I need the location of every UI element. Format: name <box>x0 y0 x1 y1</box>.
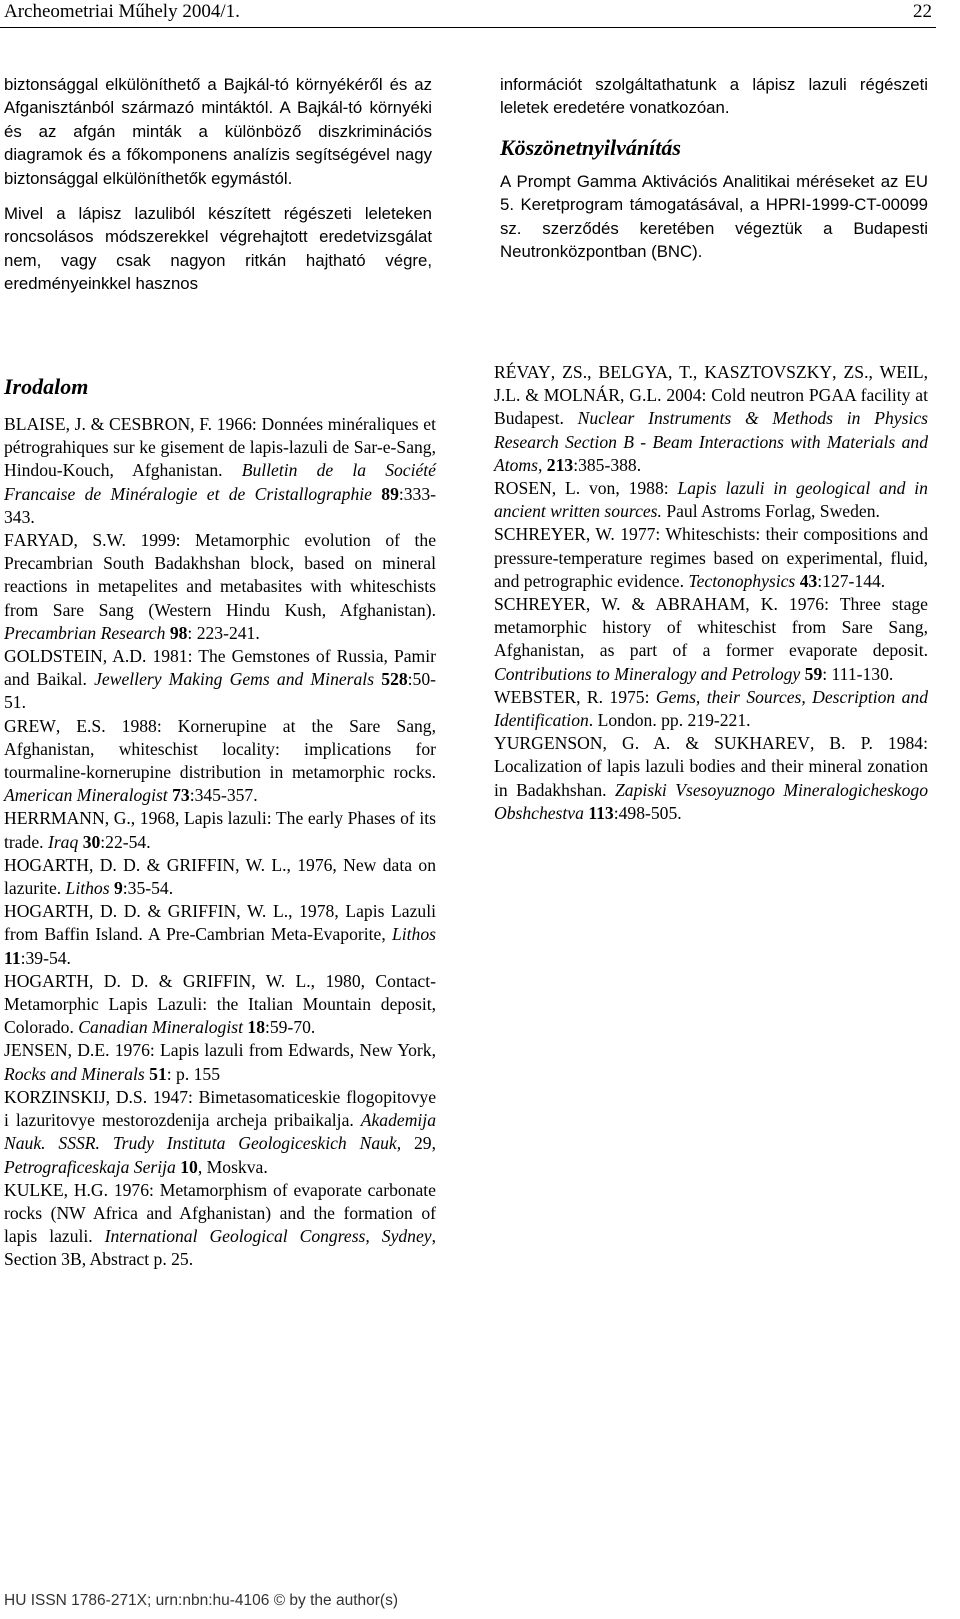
pages: :35-54. <box>122 878 174 899</box>
volume: 213 <box>546 454 574 475</box>
author-initial: Y <box>494 733 507 754</box>
pages: :22-54. <box>100 831 151 852</box>
author-name: ULKE <box>16 1179 64 1200</box>
ref-text: , D. D. & <box>88 901 168 922</box>
author-initial: G <box>4 646 17 667</box>
author-name: LAISE <box>15 414 66 434</box>
ref-text: , K. 1976: Three stage metamorphic history of whiteschist from Sare Sang, Afghanistan, as part of a former evaporate deposit. <box>494 594 928 661</box>
pages: :59-70. <box>264 1017 316 1038</box>
author-initial: H <box>4 901 17 922</box>
ref-text: , Section 3B, Abstract p. 25. <box>4 1226 436 1270</box>
author-initial: H <box>4 808 17 829</box>
ref-text: , Z <box>550 362 573 382</box>
ref-text: ., B <box>582 362 611 382</box>
author-name: ARYAD <box>13 530 74 551</box>
ref-text: , E.S. 1988: Kornerupine at the Sare Sang, Afghanistan, whiteschist locality: implications for tourmaline-kornerupine distribution in metamorphic rocks. <box>4 715 436 783</box>
volume: 30 <box>82 831 101 852</box>
reference-item <box>4 970 436 1040</box>
reference-item <box>494 361 928 477</box>
journal-title: Zapiski Vsesoyuznogo Mineralogicheskogo Obshchestva <box>494 779 929 823</box>
author-initial: K <box>4 1086 17 1107</box>
author-initial: S <box>494 524 504 545</box>
ref-text: , F. 1966: Données minéraliques et pétrograhiques sur ke gisement de lapis-lazuli de Sar-e-Sang, Hindou-Kouch, Afghanistan. <box>4 414 436 481</box>
author-initial: W <box>494 686 511 707</box>
journal-title: Bulletin de la Société Francaise de Minéralogie et de Cristallographie <box>4 460 436 504</box>
volume: 73 <box>172 785 190 806</box>
paragraph: információt szolgáltathatunk a lápisz lazuli régészeti leletek eredetére vonatkozóan. <box>500 75 928 118</box>
ref-text: , W. L., 1976, New data on lazurite. <box>4 854 436 899</box>
pages: :385-388. <box>573 454 642 475</box>
journal-title: Lapis lazuli in geological and in ancient written sources. <box>494 478 928 522</box>
reference-item <box>4 1086 436 1179</box>
author-initial: R <box>494 478 506 499</box>
ref-text: , W. & A <box>585 594 669 615</box>
ref-text: , Moskva. <box>197 1156 268 1177</box>
ref-text: . London. pp. 219-221. <box>588 710 751 731</box>
author-initial: J <box>4 1040 11 1061</box>
author-initial: C <box>109 414 121 434</box>
author-name: EIL <box>896 362 924 382</box>
reference-item <box>494 732 928 825</box>
reference-item <box>4 645 436 715</box>
author-name: ELGYA <box>610 362 668 382</box>
reference-item <box>4 413 436 529</box>
journal-title: Precambrian Research <box>4 622 166 643</box>
journal-title: International Geological Congress, Sydney <box>104 1226 432 1247</box>
volume: 9 <box>113 878 123 899</box>
pages: :333-343. <box>4 483 436 527</box>
ref-text: , J.L. & M <box>494 362 928 406</box>
author-initial: H <box>4 854 17 875</box>
reference-item <box>4 854 436 900</box>
journal-title: Tectonophysics <box>688 570 796 591</box>
ref-text: , G. A. & S <box>602 733 724 754</box>
page-header <box>0 0 960 30</box>
pages: : 223-241. <box>187 622 260 643</box>
ref-text: , B. P. 1984: Localization of lapis lazuli bodies and their mineral zonation in Badakhshan. <box>494 733 928 800</box>
body-column-left <box>4 73 432 296</box>
journal-title: Akademija Nauk. SSSR. Trudy Instituta Geologiceskich Nauk, <box>4 1110 436 1154</box>
pages: :127-144. <box>817 570 886 591</box>
references-column-left <box>4 373 436 1272</box>
author-initial: G <box>182 970 196 991</box>
ref-text: , J. & <box>65 414 109 434</box>
acknowledgements-title: Köszönetnyilvánítás <box>500 134 681 160</box>
ref-text: , A.D. 1981: The Gemstones of Russia, Pamir and Baikal. <box>4 646 436 690</box>
ref-text: , R. 1975: <box>576 686 656 707</box>
acknowledgements-text: A Prompt Gamma Aktivációs Analitikai méréseket az EU 5. Keretprogram támogatásával, a HPRI-1999-CT-00099 sz. szerződés keretében végeztük a Budapesti Neutronközpontban (BNC). <box>500 171 928 262</box>
author-name: OSEN <box>505 478 552 499</box>
author-name: OGARTH <box>16 970 89 991</box>
author-name: ESBRON <box>120 414 191 434</box>
author-name: OLDSTEIN <box>16 646 103 667</box>
pages: : 111-130. <box>822 663 894 684</box>
ref-text: Paul Astroms Forlag, Sweden. <box>661 501 880 522</box>
author-name: OLNÁR <box>559 385 620 406</box>
reference-item <box>4 529 436 645</box>
journal-title: Gems, their Sources, Description and Identification <box>494 686 928 731</box>
ref-text: , L. von, 1988: <box>551 478 678 499</box>
references-title: Irodalom <box>4 374 89 399</box>
journal-title: Canadian Mineralogist <box>78 1017 243 1038</box>
author-name: ASZTOVSZKY <box>717 362 833 382</box>
author-name: EBSTER <box>510 686 577 707</box>
author-initial: F <box>4 530 14 551</box>
ref-text: , T., K <box>667 362 718 382</box>
volume: 51 <box>149 1063 167 1084</box>
ref-text: ., W <box>864 362 897 382</box>
pages: :345-357. <box>189 785 258 806</box>
author-initial: K <box>4 1179 17 1200</box>
author-name: RIFFIN <box>180 901 237 922</box>
ref-text <box>372 484 381 504</box>
volume: 89 <box>381 483 399 504</box>
reference-item <box>494 593 928 686</box>
ref-text: , H.G. 1976: Metamorphism of evaporate carbonate rocks (NW Africa and Afghanistan) and the formation of lapis lazuli. <box>4 1179 436 1247</box>
volume: 98 <box>169 622 188 643</box>
ref-text: , S.W. 1999: Metamorphic evolution of the Precambrian South Badakhshan block, based on mineral reactions in metapelites and metabasites with whiteschists from Sare Sang (Western Hindu Kush, Afghanistan). <box>4 530 436 620</box>
author-name: S <box>854 362 865 382</box>
reference-item <box>4 1039 436 1085</box>
author-name: RIFFIN <box>195 970 252 991</box>
journal-title: Jewellery Making Gems and Minerals <box>94 669 375 690</box>
references-column-right <box>494 361 928 825</box>
page-number: 22 <box>913 1 932 22</box>
pages: :498-505. <box>613 802 682 823</box>
volume: 10 <box>180 1156 198 1177</box>
author-name: CHREYER <box>503 594 586 615</box>
author-name: OGARTH <box>16 901 89 922</box>
journal-title: Contributions to Mineralogy and Petrology <box>494 663 801 684</box>
author-name: REW <box>16 715 56 736</box>
journal-title: Lithos <box>391 924 436 945</box>
pages: :39-54. <box>20 947 71 968</box>
ref-text: , D.S. 1947: Bimetasomaticeskie flogopitovye i lazuritovye mestorozdenija archeja pribaikalja. <box>4 1086 436 1131</box>
author-name: BRAHAM <box>668 594 746 615</box>
volume: 59 <box>804 663 823 684</box>
journal-title: Rocks and Minerals <box>4 1063 145 1084</box>
author-name: S <box>572 362 583 382</box>
footer-issn: HU ISSN 1786-271X; urn:nbn:hu-4106 © by the author(s) <box>4 1592 398 1609</box>
reference-item <box>4 1179 436 1272</box>
ref-text: , G.L. 2004: Cold neutron PGAA facility at Budapest. <box>494 385 928 429</box>
author-name: ERRMANN <box>16 808 105 829</box>
author-initial: G <box>167 901 181 922</box>
ref-text: , W. L., 1980, Contact-Metamorphic Lapis Lazuli: the Italian Mountain deposit, Colorado. <box>4 970 436 1038</box>
author-name: URGENSON <box>506 733 603 754</box>
ref-text: , G., 1968, Lapis lazuli: The early Phases of its trade. <box>4 808 436 852</box>
journal-title: Petrograficeskaja Serija <box>4 1156 176 1177</box>
body-column-right <box>500 73 928 263</box>
author-initial: G <box>166 854 180 875</box>
journal-title: Nuclear Instruments & Methods in Physics Research Section B - Beam Interactions with Materials and Atoms, <box>494 408 928 475</box>
author-name: CHREYER <box>503 524 586 545</box>
author-initial: B <box>4 414 16 434</box>
ref-text: , D. D. & <box>88 970 183 991</box>
ref-text: , W. L., 1978, Lapis Lazuli from Baffin Island. A Pre-Cambrian Meta-Evaporite, <box>4 901 436 945</box>
pages: :50-51. <box>4 669 436 713</box>
reference-item <box>494 477 928 523</box>
reference-item <box>4 807 436 853</box>
paragraph: biztonsággal elkülöníthető a Bajkál-tó környékéről és az Afganisztánból származó mintáktól. A Bajkál-tó környéki és az afgán minták a különböző diszkriminációs diagramok és a főkomponens analízis segítségével nagy biztonsággal elkülöníthetők egymástól. <box>4 75 432 188</box>
header-rule <box>0 27 936 28</box>
journal-title: Iraq <box>47 831 79 852</box>
pages: : p. 155 <box>166 1063 221 1084</box>
reference-item <box>494 523 928 593</box>
ref-text: 29, <box>401 1133 437 1154</box>
journal-title: Archeometriai Műhely 2004/1. <box>4 1 240 22</box>
ref-text: R <box>494 362 506 382</box>
author-name: RIFFIN <box>179 854 236 875</box>
paragraph: Mivel a lápisz lazuliból készített régészeti leleteken roncsolásos módszerekkel végrehajtott eredetvizsgálat nem, vagy csak nagyon ritkán hajtható végre, eredményeinkkel hasznos <box>4 204 432 294</box>
author-name: UKHAREV <box>723 733 810 754</box>
author-name: ÉVAY <box>505 362 551 382</box>
journal-title: American Mineralogist <box>4 785 168 806</box>
author-initial: H <box>4 970 17 991</box>
reference-item <box>4 900 436 970</box>
author-initial: S <box>494 594 504 615</box>
journal-title: Lithos <box>65 878 110 899</box>
reference-item <box>4 715 436 808</box>
volume: 113 <box>588 802 614 823</box>
author-name: OGARTH <box>16 854 89 875</box>
ref-text: , D.E. 1976: Lapis lazuli from Edwards, New York, <box>67 1040 436 1061</box>
volume: 11 <box>4 947 21 968</box>
author-initial: G <box>4 715 17 736</box>
ref-text: , Z <box>832 362 855 382</box>
author-name: ORZINSKIJ <box>16 1086 106 1107</box>
ref-text: , W. 1977: Whiteschists: their compositions and pressure-temperature regimes based on experimental, fluid, and petrographic evidence. <box>494 524 928 591</box>
volume: 43 <box>799 570 818 591</box>
ref-text: , D. D. & <box>88 854 167 875</box>
volume: 18 <box>247 1017 265 1038</box>
volume: 528 <box>381 669 408 690</box>
author-name: ENSEN <box>10 1040 68 1061</box>
reference-item <box>494 686 928 732</box>
